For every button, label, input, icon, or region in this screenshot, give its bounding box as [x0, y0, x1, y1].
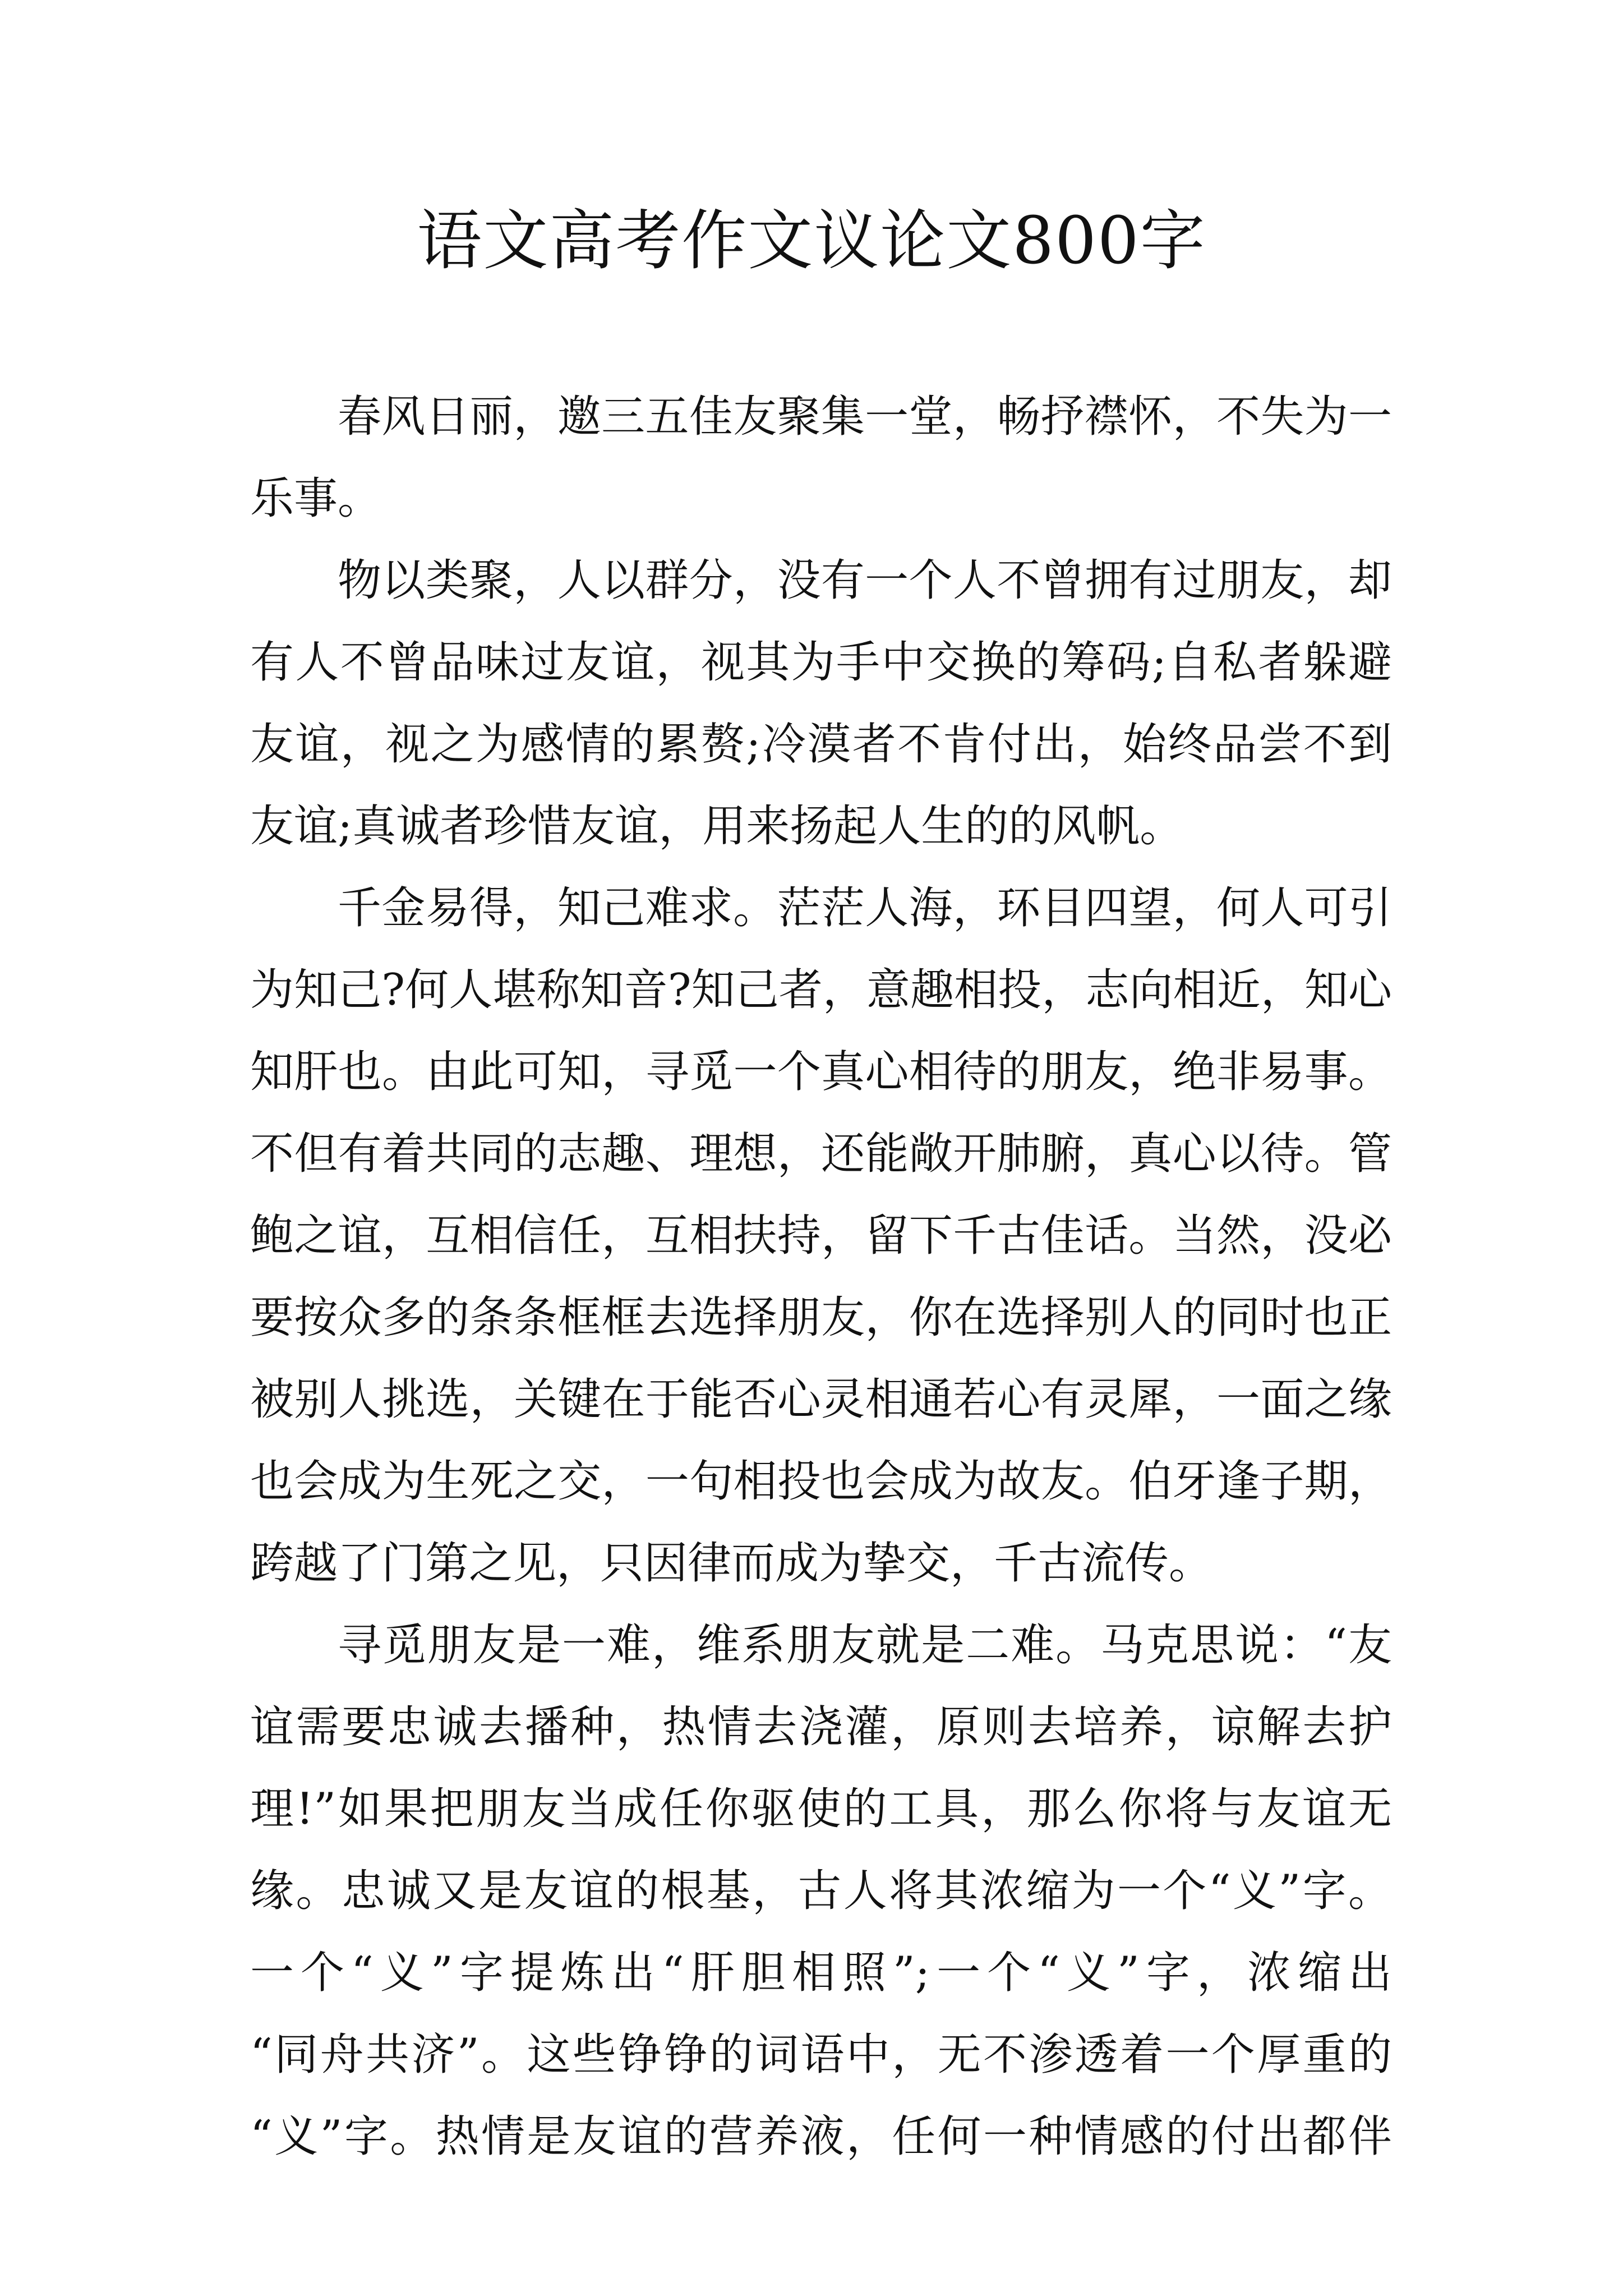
text-line: “同舟共济”。这些铮铮的词语中，无不渗透着一个厚重的: [250, 2030, 1392, 2080]
text-line: 也会成为生死之交，一句相投也会成为故友。伯牙逢子期，: [250, 1456, 1392, 1507]
text-line: 鲍之谊，互相信任，互相扶持，留下千古佳话。当然，没必: [250, 1211, 1392, 1261]
text-line: 千金易得，知己难求。茫茫人海，环目四望，何人可引: [338, 883, 1392, 933]
text-line: 有人不曾品味过友谊，视其为手中交换的筹码;自私者躲避: [250, 637, 1392, 688]
text-line: 春风日丽，邀三五佳友聚集一堂，畅抒襟怀，不失为一: [338, 392, 1392, 442]
text-line: 友谊，视之为感情的累赘;冷漠者不肯付出，始终品尝不到: [250, 719, 1392, 770]
text-line: 不但有着共同的志趣、理想，还能敞开肺腑，真心以待。管: [250, 1129, 1392, 1179]
text-line: 跨越了门第之见，只因律而成为挚交，千古流传。: [250, 1538, 1213, 1589]
text-line: 要按众多的条条框框去选择朋友，你在选择别人的同时也正: [250, 1292, 1392, 1343]
text-line: “义”字。热情是友谊的营养液，任何一种情感的付出都伴: [250, 2111, 1392, 2162]
document-body: [250, 376, 1392, 2178]
text-line: 缘。忠诚又是友谊的根基，古人将其浓缩为一个“义”字。: [250, 1866, 1392, 1916]
text-line: 理!”如果把朋友当成任你驱使的工具，那么你将与友谊无: [250, 1784, 1392, 1834]
text-line: 为知己?何人堪称知音?知己者，意趣相投，志向相近，知心: [250, 965, 1392, 1015]
text-line: 乐事。: [250, 473, 382, 524]
text-line: 物以类聚，人以群分，没有一个人不曾拥有过朋友，却: [338, 555, 1392, 606]
text-line: 友谊;真诚者珍惜友谊，用来扬起人生的的风帆。: [250, 801, 1184, 852]
text-line: 被别人挑选，关键在于能否心灵相通若心有灵犀，一面之缘: [250, 1374, 1392, 1425]
document-title: 语文高考作文议论文800字: [417, 203, 1206, 279]
text-line: 谊需要忠诚去播种，热情去浇灌，原则去培养，谅解去护: [250, 1702, 1392, 1752]
text-line: 知肝也。由此可知，寻觅一个真心相待的朋友，绝非易事。: [250, 1047, 1392, 1097]
text-line: 寻觅朋友是一难，维系朋友就是二难。马克思说：“友: [338, 1620, 1392, 1671]
text-line: 一个“义”字提炼出“肝胆相照”;一个“义”字，浓缩出: [250, 1948, 1392, 1998]
